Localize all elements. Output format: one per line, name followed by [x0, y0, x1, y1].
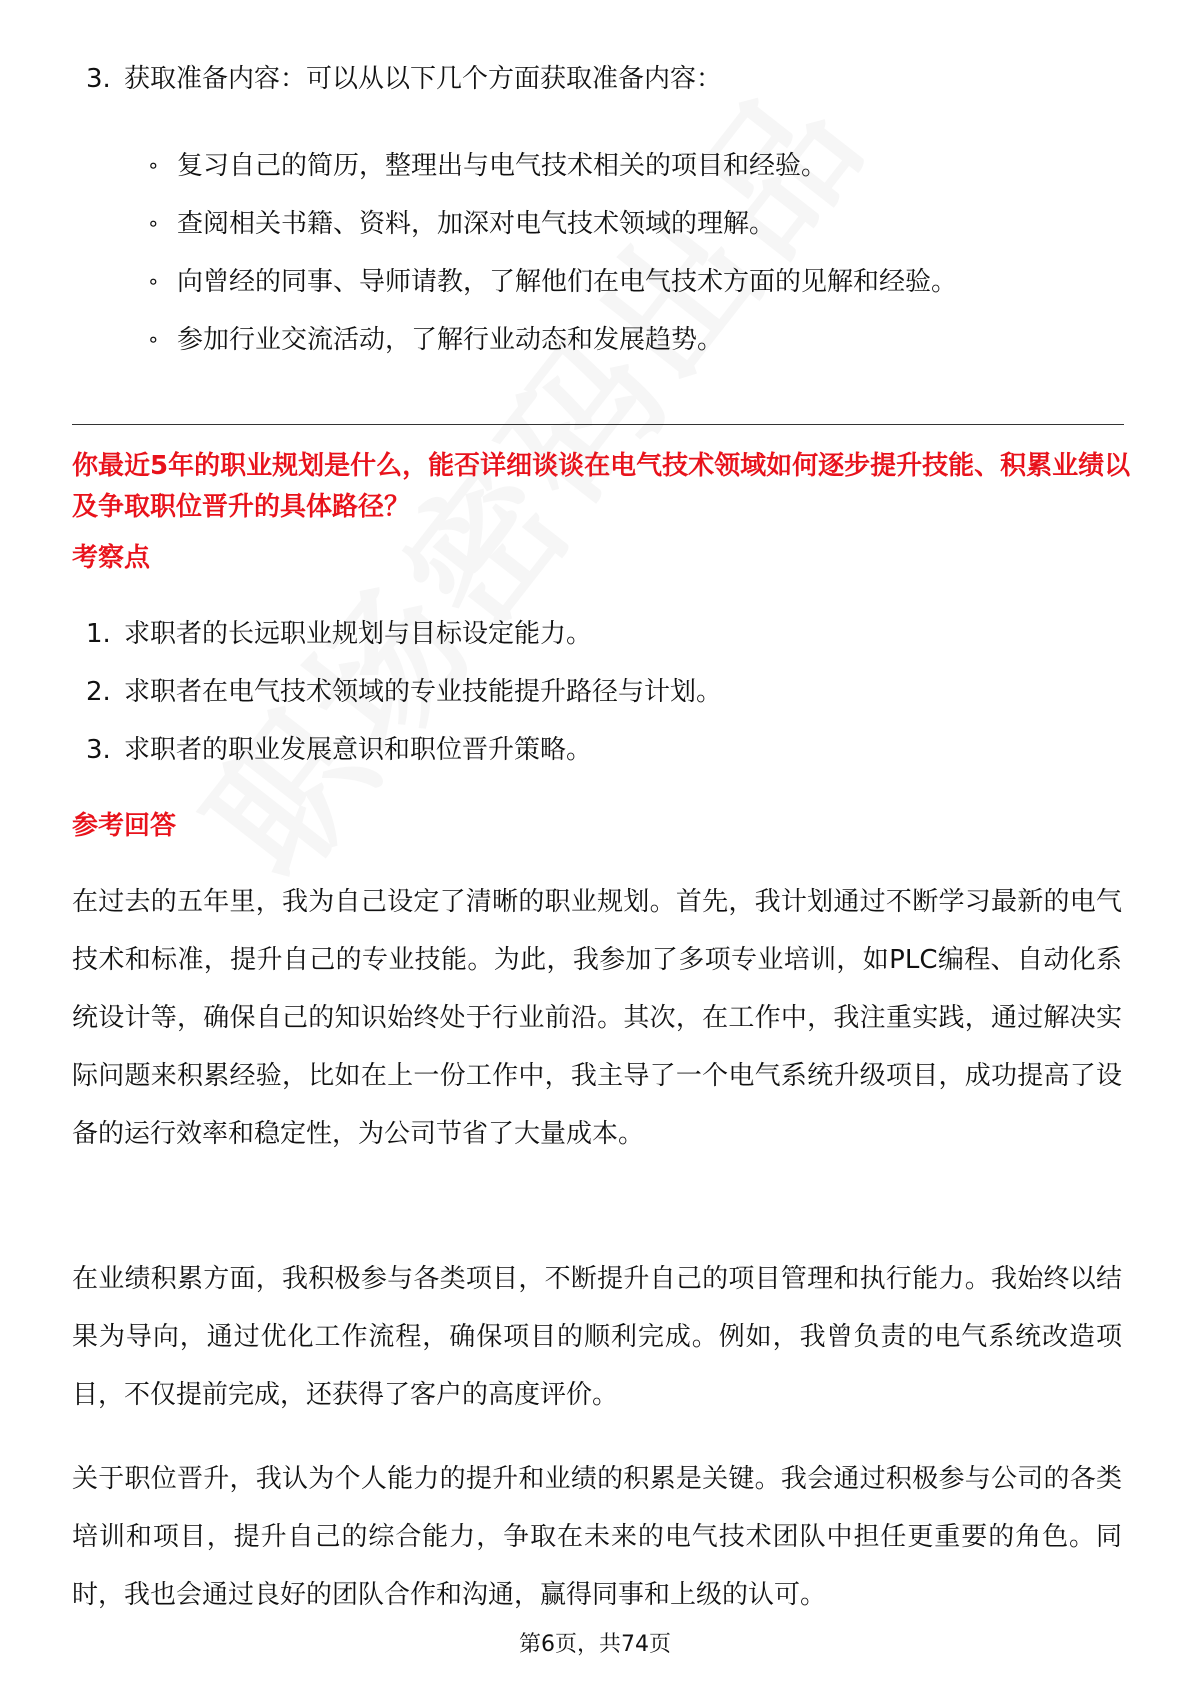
- answer-paragraph: 关于职位晋升，我认为个人能力的提升和业绩的积累是关键。我会通过积极参与公司的各类培训和项目，提升自己的综合能力，争取在未来的电气技术团队中担任更重要的角色。同时，我也会通过良好的团队合作和沟通，赢得同事和上级的认可。: [72, 1464, 1122, 1610]
- section-divider: [72, 424, 1124, 425]
- prep-bullet-item: [147, 205, 775, 242]
- list-number: 1.: [86, 619, 111, 649]
- bullet-text: 复习自己的简历，整理出与电气技术相关的项目和经验。: [177, 151, 828, 181]
- list-text: 求职者的职业发展意识和职位晋升策略。: [124, 735, 593, 765]
- prep-list-item-3: [86, 61, 722, 97]
- bullet-icon: ∘: [147, 269, 160, 293]
- list-text: 求职者在电气技术领域的专业技能提升路径与计划。: [124, 677, 723, 707]
- bullet-icon: ∘: [147, 327, 160, 351]
- bullet-text: 向曾经的同事、导师请教，了解他们在电气技术方面的见解和经验。: [177, 267, 958, 297]
- list-text: 获取准备内容：可以从以下几个方面获取准备内容：: [124, 64, 723, 94]
- assessment-item: [86, 674, 722, 710]
- list-number: 3.: [86, 64, 111, 94]
- page-number-footer: 第6页，共74页: [519, 1632, 671, 1657]
- answer-paragraph: 在过去的五年里，我为自己设定了清晰的职业规划。首先，我计划通过不断学习最新的电气技术和标准，提升自己的专业技能。为此，我参加了多项专业培训，如PLC编程、自动化系统设计等，确保自己的知识始终处于行业前沿。其次，在工作中，我注重实践，通过解决实际问题来积累经验，比如在上一份工作中，我主导了一个电气系统升级项目，成功提高了设备的运行效率和稳定性，为公司节省了大量成本。: [72, 887, 1122, 1149]
- list-number: 3.: [86, 735, 111, 765]
- question-heading: 你最近5年的职业规划是什么，能否详细谈谈在电气技术领域如何逐步提升技能、积累业绩以及争取职位晋升的具体路径？: [72, 451, 1131, 522]
- bullet-text: 查阅相关书籍、资料，加深对电气技术领域的理解。: [177, 209, 776, 239]
- prep-bullet-item: [147, 263, 957, 300]
- list-number: 2.: [86, 677, 111, 707]
- assessment-item: [86, 616, 592, 652]
- list-text: 求职者的长远职业规划与目标设定能力。: [124, 619, 593, 649]
- answer-label: 参考回答: [72, 811, 177, 841]
- bullet-icon: ∘: [147, 153, 160, 177]
- prep-bullet-item: [147, 321, 723, 358]
- prep-bullet-item: [147, 147, 827, 184]
- assessment-item: [86, 732, 592, 768]
- assessment-label: 考察点: [72, 543, 151, 573]
- bullet-icon: ∘: [147, 211, 160, 235]
- bullet-text: 参加行业交流活动，了解行业动态和发展趋势。: [177, 325, 724, 355]
- answer-paragraph: 在业绩积累方面，我积极参与各类项目，不断提升自己的项目管理和执行能力。我始终以结果为导向，通过优化工作流程，确保项目的顺利完成。例如，我曾负责的电气系统改造项目，不仅提前完成，还获得了客户的高度评价。: [72, 1264, 1122, 1410]
